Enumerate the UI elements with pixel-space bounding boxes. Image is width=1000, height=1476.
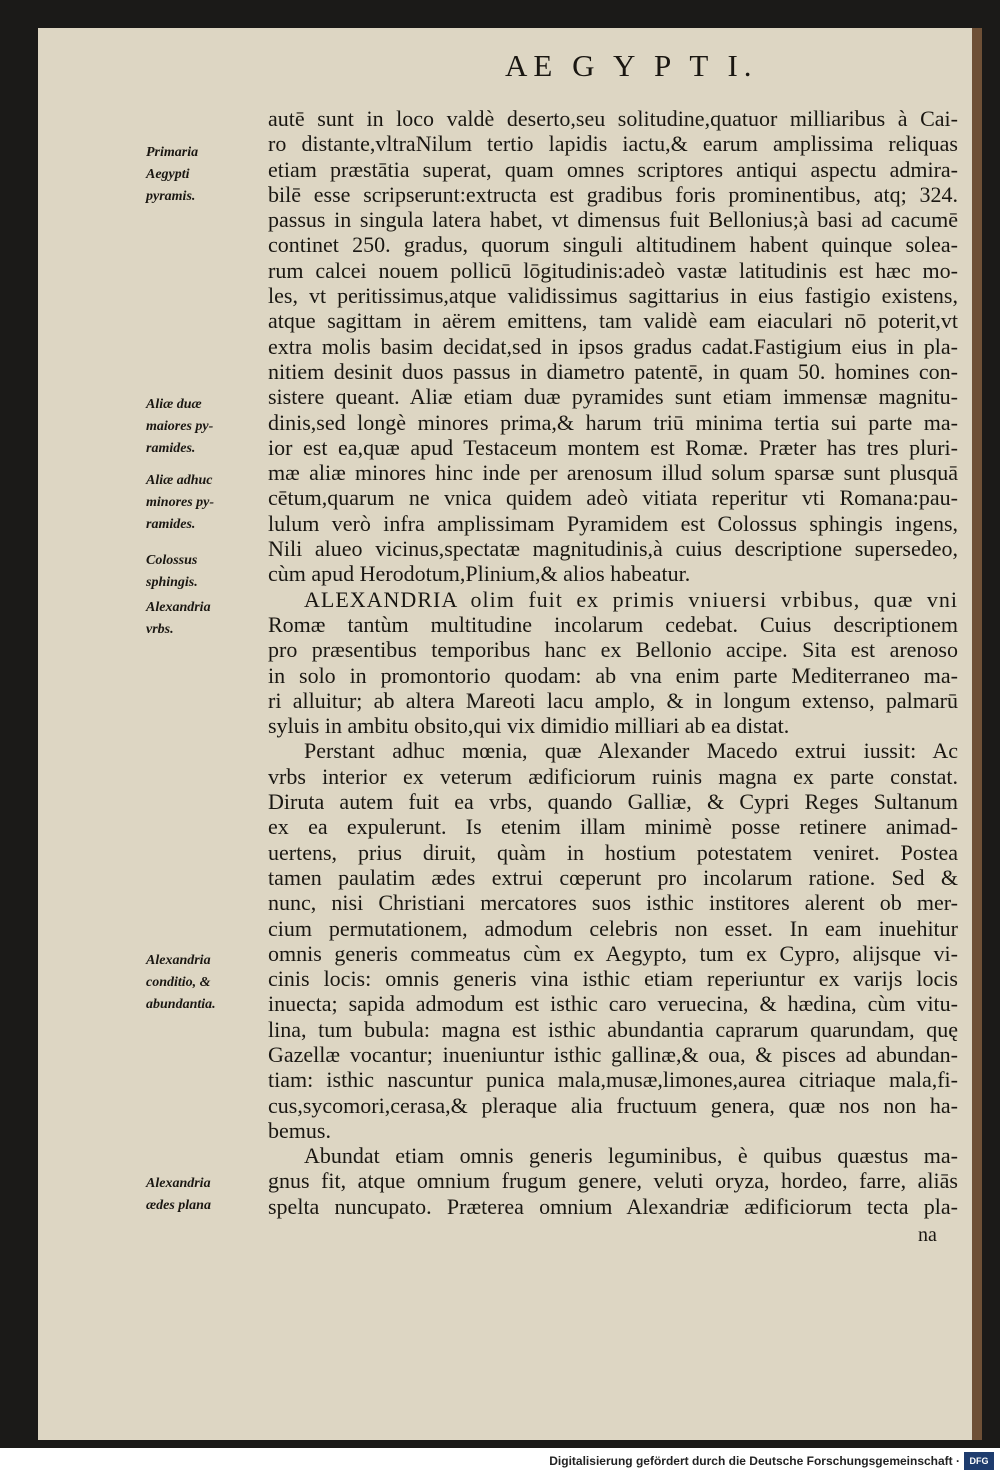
text-line: spelta nuncupato. Præterea omnium Alexandriæ ædificiorum tecta pla- (268, 1193, 958, 1219)
text-line: extra molis basim decidat,sed in ipsos gradus cadat.Fastigium eius in pla- (268, 333, 958, 359)
text-line: continet 250. gradus, quorum singuli altitudinem habent quinque solea- (268, 232, 958, 258)
text-line: cium permutationem, admodum celebris non esset. In eam inuehitur (268, 915, 958, 941)
text-line: vrbs interior ex veterum ædificiorum ruinis magna ex parte constat. (268, 763, 958, 789)
text-line: rum calcei nouem pollicū lōgitudinis:adeò vastæ latitudinis est hæc mo- (268, 257, 958, 283)
text-line: in solo in promontorio quodam: ab vna enim parte Mediterraneo ma- (268, 662, 958, 688)
text-line: ALEXANDRIA olim fuit ex primis vniuersi vrbibus, quæ vni (304, 586, 958, 612)
text-line: ex ea expulerunt. Is etenim illam minimè posse retinere animad- (268, 814, 958, 840)
margin-note: Alexandria ædes plana (146, 1176, 211, 1213)
digitization-footer (0, 1448, 1000, 1476)
margin-note: Colossus sphingis. (146, 553, 198, 590)
margin-note: Primaria Aegypti pyramis. (146, 145, 199, 204)
text-line: Nili alueo vicinus,spectatæ magnitudinis,à cuius descriptione supersedeo, (268, 536, 958, 562)
text-line: Perstant adhuc mœnia, quæ Alexander Macedo extrui iussit: Ac (304, 738, 958, 764)
text-line: cētum,quarum ne vnica quidem adeò vitiata reperitur vti Romana:pau- (268, 485, 958, 511)
text-line: gnus fit, atque omnium frugum genere, veluti oryza, hordeo, farre, aliās (268, 1168, 958, 1194)
text-line: atque sagittam in aërem emittens, tam validè eam eiaculari nō poterit,vt (268, 308, 958, 334)
text-line: inuecta; sapida admodum est isthic caro veruecina, & hædina, cùm vitu- (268, 991, 958, 1017)
text-line: etiam præstātia superat, quam omnes scriptores antiqui aspectu admira- (268, 156, 958, 182)
text-line: ri alluitur; ab altera Mareoti lacu amplo, & in longum extenso, palmarū (268, 687, 958, 713)
text-line: lina, tum bubula: magna est isthic abundantia caprarum quarundam, quę (268, 1016, 958, 1042)
text-line: cùm apud Herodotum,Plinium,& alios habeatur. (268, 561, 691, 587)
catchword: na (918, 1224, 937, 1246)
text-line: Diruta autem fuit ea vrbs, quando Galliæ, & Cypri Reges Sultanum (268, 789, 958, 815)
text-line: bilē esse scripserunt:extructa est gradibus foris prominentibus, atq; 324. (268, 181, 958, 207)
text-line: lulum verò infra amplissimam Pyramidem est Colossus sphingis ingens, (268, 510, 958, 536)
margin-note: Alexandria conditio, & abundantia. (146, 953, 216, 1012)
text-line: tiam: isthic nascuntur punica mala,musæ,limones,aurea citriaque mala,fi- (268, 1067, 958, 1093)
text-line: tamen paulatim ædes extrui cœperunt pro incolarum ratione. Sed & (268, 864, 958, 890)
text-line: ior est ea,quæ apud Testaceum montem est Romæ. Præter has tres pluri- (268, 434, 958, 460)
text-line: les, vt peritissimus,atque validissimus sagittarius in eius fastigio existens, (268, 283, 958, 309)
text-line: cinis locis: omnis generis vina isthic etiam reperiuntur ex varijs locis (268, 966, 958, 992)
text-line: sistere queant. Aliæ etiam duæ pyramides sunt etiam immensæ magnitu- (268, 384, 958, 410)
text-line: passus in singula latera habet, vt dimensus fuit Bellonius;à basi ad cacumē (268, 207, 958, 233)
text-line: omnis generis commeatus cùm ex Aegypto, tum ex Cypro, alijsque vi- (268, 940, 958, 966)
footer-credit: Digitalisierung gefördert durch die Deutsche Forschungsgemeinschaft · (549, 1454, 960, 1468)
text-line: pro præsentibus temporibus hanc ex Bellonio accipe. Sita est arenoso (268, 637, 958, 663)
text-line: ro distante,vltraNilum tertio lapidis iactu,& earum amplissima reliquas (268, 131, 958, 157)
text-line: syluis in ambitu obsito,qui vix dimidio milliari ab ea distat. (268, 713, 790, 739)
body-text (268, 106, 958, 1219)
running-head: AE G Y P T I. (505, 48, 758, 83)
margin-note: Aliæ adhuc minores py- ramides. (146, 473, 215, 532)
text-line: nunc, nisi Christiani mercatores suos isthic institores alerent ob mer- (268, 890, 958, 916)
text-line: bemus. (268, 1117, 331, 1143)
dfg-logo-icon: DFG (964, 1452, 994, 1470)
text-line: Abundat etiam omnis generis leguminibus, è quibus quæstus ma- (304, 1143, 958, 1169)
text-line: nitiem desinit duos passus in diametro patentē, in quam 50. homines con- (268, 358, 958, 384)
margin-note: Alexandria vrbs. (146, 600, 211, 637)
text-line: dinis,sed longè minores prima,& harum triū minima tertia sui parte ma- (268, 409, 958, 435)
text-line: cus,sycomori,cerasa,& pleraque alia fructuum genera, quæ nos non ha- (268, 1092, 958, 1118)
text-line: Romæ tantùm multitudine incolarum cedebat. Cuius descriptionem (268, 611, 958, 637)
text-line: uertens, prius diruit, quàm in hostium potestatem veniret. Postea (268, 839, 958, 865)
text-line: Gazellæ vocantur; inueniuntur isthic gallinæ,& oua, & pisces ad abundan- (268, 1041, 958, 1067)
text-line: mæ aliæ minores hinc inde per arenosum illud solum sparsæ sunt plusquā (268, 460, 958, 486)
text-line: autē sunt in loco valdè deserto,seu solitudine,quatuor milliaribus à Cai- (268, 106, 958, 131)
margin-note: Aliæ duæ maiores py- ramides. (146, 397, 214, 456)
